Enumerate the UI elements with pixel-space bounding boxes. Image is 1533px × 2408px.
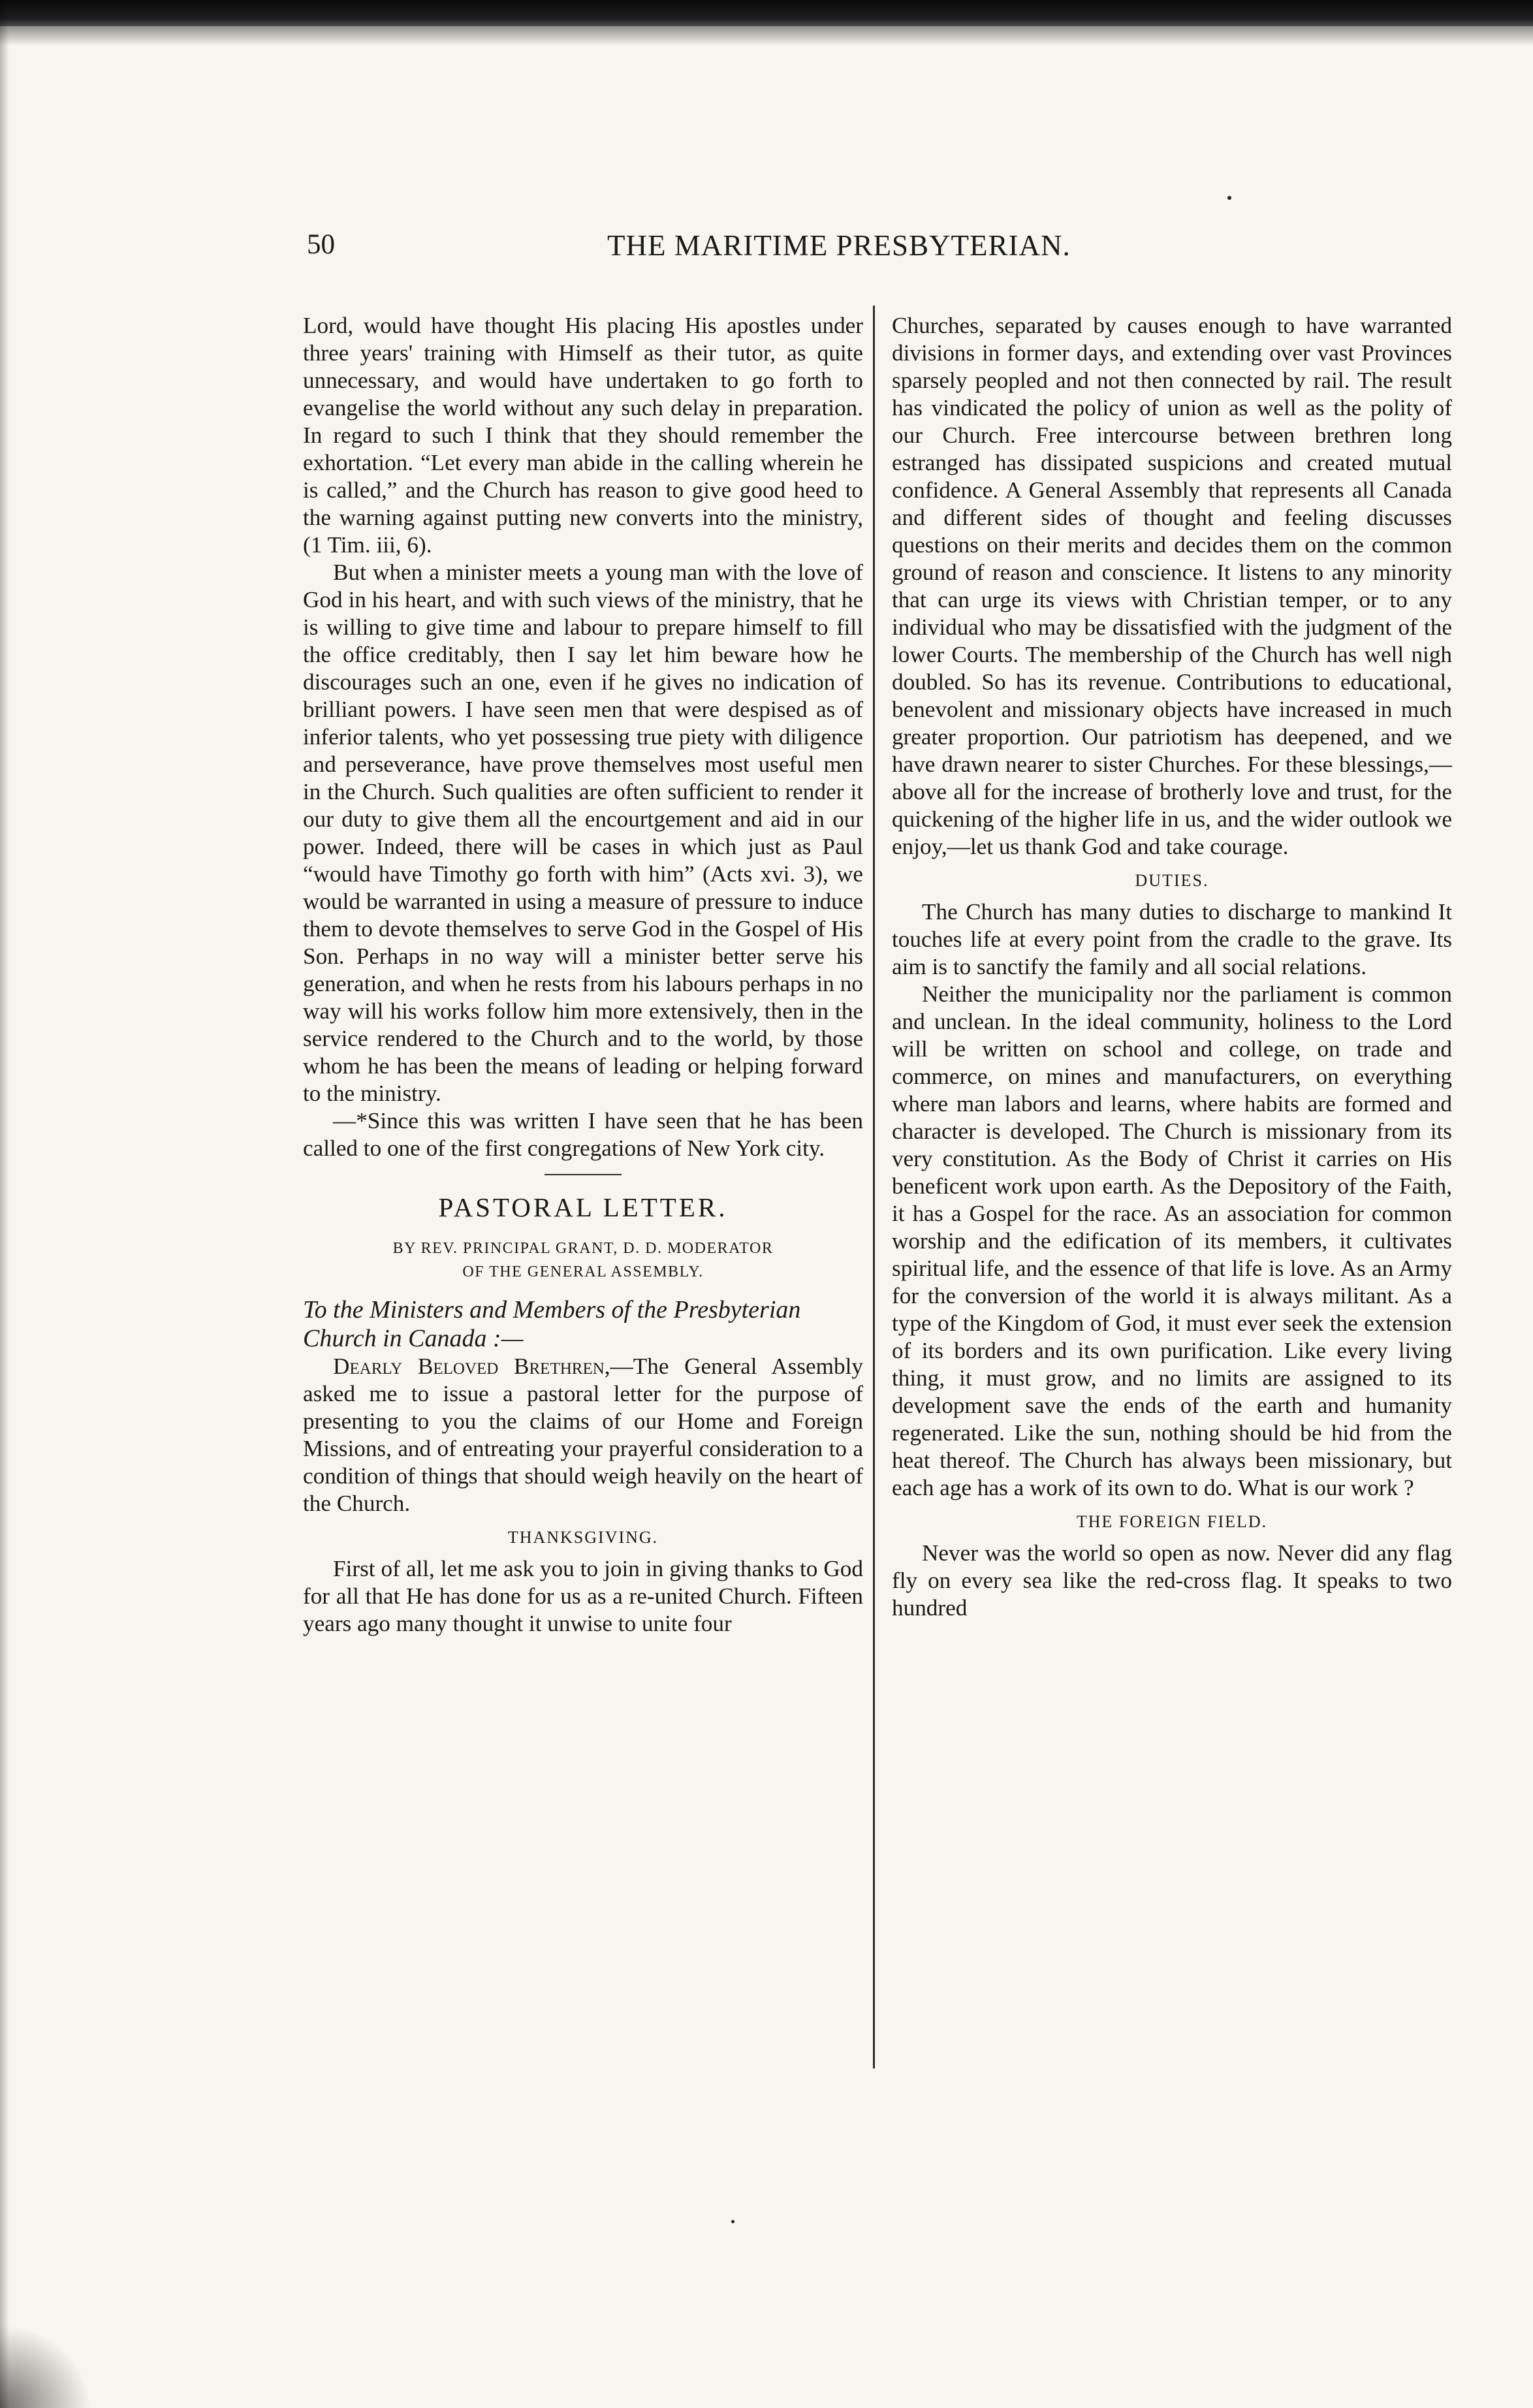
page-header bbox=[307, 229, 1469, 268]
scan-speck bbox=[731, 2220, 735, 2223]
paragraph: Churches, separated by causes enough to have warranted divisions in former days, and extending over vast Provinces sparsely peopled and not then connected by rail. The result has vindicated the policy of union as well as the polity of our Church. Free intercourse between brethren long estranged has dissipated suspicions and created mutual confidence. A General Assembly that represents all Canada and different sides of thought and feeling discusses questions on their merits and decides them on the common ground of reason and conscience. It listens to any minority that can urge its views with Christian temper, or to any individual who may be dissatisfied with the judgment of the lower Courts. The membership of the Church has well nigh doubled. So has its revenue. Contributions to educational, benevolent and missionary objects have increased in much greater proportion. Our patriotism has deepened, and we have drawn nearer to sister Churches. For these blessings,—above all for the increase of brotherly love and trust, for the quickening of the higher life in us, and the wider outlook we enjoy,—let us thank God and take courage. bbox=[892, 313, 1452, 859]
running-title: THE MARITIME PRESBYTERIAN. bbox=[607, 229, 1071, 262]
paragraph: Neither the municipality nor the parliament is common and unclean. In the ideal community, holiness to the Lord will be written on school and college, on trade and commerce, on mines and manufacturers, on everything where man labors and learns, where habits are formed and character is developed. The Church is missionary from its very constitution. As the Body of Christ it carries on His beneficent work upon earth. As the Depository of the Faith, it has a Gospel for the race. As an association for common worship and the edification of its members, it cultivates spiritual life, and the essence of that life is love. As an Army for the conversion of the world it is always militant. As a type of the Kingdom of God, it must ever seek the extension of its borders and its own purification. Like every living thing, it must grow, and no limits are assigned to its development save the ends of the earth and humanity regenerated. Like the sun, nothing should be hid from the heat thereof. The Church has always been missionary, but each age has a work of its own to do. What is our work ? bbox=[892, 981, 1452, 1500]
address-line: To the Ministers and Members of the Presbyterian Church in Canada :— bbox=[303, 1296, 801, 1352]
scan-top-border bbox=[0, 0, 1533, 26]
scan-top-shadow bbox=[0, 26, 1533, 46]
scan-speck bbox=[1227, 196, 1231, 200]
subheading: THE FOREIGN FIELD. bbox=[1076, 1512, 1268, 1531]
left-column bbox=[303, 312, 863, 1638]
paragraph: First of all, let me ask you to join in giving thanks to God for all that He has done for us as a re-united Church. Fifteen years ago many thought it unwise to unite four bbox=[303, 1556, 863, 1636]
paragraph: Never was the world so open as now. Never did any flag fly on every sea like the red-cross flag. It speaks to two hundred bbox=[892, 1540, 1452, 1621]
scan-corner-smudge bbox=[0, 2324, 91, 2408]
page-number: 50 bbox=[307, 229, 335, 260]
subheading: DUTIES. bbox=[1135, 871, 1209, 890]
paragraph bbox=[303, 1353, 863, 1517]
byline: OF THE GENERAL ASSEMBLY. bbox=[462, 1263, 704, 1280]
paragraph: But when a minister meets a young man with the love of God in his heart, and with such views of the ministry, that he is willing to give time and labour to prepare himself to fill the office creditably, then I say let him beware how he discourages such an one, even if he gives no indication of brilliant powers. I have seen men that were despised as of inferior talents, who yet possessing true piety with diligence and perseverance, have prove themselves most useful men in the Church. Such qualities are often sufficient to render it our duty to give them all the encourtgement and aid in our power. Indeed, there will be cases in which just as Paul “would have Timothy go forth with him” (Acts xvi. 3), we would be warranted in using a measure of pressure to induce them to devote themselves to serve God in the Gospel of His Son. Perhaps in no way will a minister better serve his generation, and when he rests from his labours perhaps in no way will his works follow him more extensively, then in the service rendered to the Church and to the world, by those whom he has been the means of leading or helping forward to the ministry. bbox=[303, 560, 863, 1106]
right-column bbox=[892, 312, 1452, 1622]
salutation: Dearly Beloved Brethren, bbox=[333, 1354, 610, 1379]
article-title: PASTORAL LETTER. bbox=[438, 1192, 728, 1222]
byline: BY REV. PRINCIPAL GRANT, D. D. MODERATOR bbox=[392, 1240, 774, 1257]
subheading: THANKSGIVING. bbox=[507, 1528, 659, 1547]
paragraph: Lord, would have thought His placing His apostles under three years' training with Himself as their tutor, as quite unnecessary, and would have undertaken to go forth to evangelise the world without any such delay in preparation. In regard to such I think that they should remember the exhortation. “Let every man abide in the calling wherein he is called,” and the Church has reason to give good heed to the warning against putting new converts into the ministry, (1 Tim. iii, 6). bbox=[303, 313, 863, 558]
paragraph: The Church has many duties to discharge to mankind It touches life at every point from the cradle to the grave. Its aim is to sanctify the family and all social relations. bbox=[892, 899, 1452, 979]
scan-left-edge bbox=[0, 0, 9, 2408]
footnote: —*Since this was written I have seen that he has been called to one of the first congregations of New York city. bbox=[303, 1108, 863, 1161]
section-divider bbox=[545, 1174, 622, 1175]
paragraph-text: —The General Assembly asked me to issue a pastoral letter for the purpose of presenting to you the claims of our Home and Foreign Missions, and of entreating your prayerful consideration to a condition of things that should weigh heavily on the heart of the Church. bbox=[303, 1354, 863, 1516]
column-divider bbox=[873, 306, 875, 2068]
